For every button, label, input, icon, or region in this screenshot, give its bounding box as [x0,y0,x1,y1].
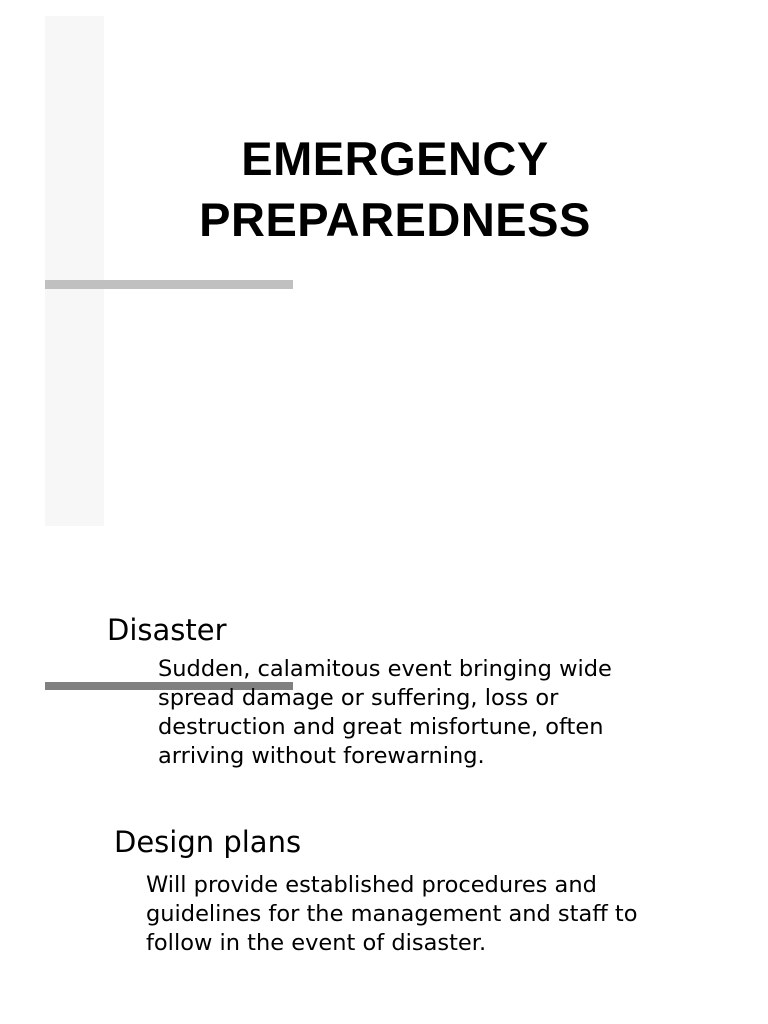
design-plans-heading: Design plans [114,825,302,859]
title-line-2: PREPAREDNESS [199,193,591,246]
disaster-definition: Sudden, calamitous event bringing wide spread damage or suffering, loss or destruction and great misfortune, often arriving without forewarning. [158,656,612,769]
side-strip-decoration [45,16,104,526]
design-plans-definition: Will provide established procedures and guidelines for the management and staff to follow in the event of disaster. [146,872,638,956]
title-divider [45,280,293,289]
disaster-heading: Disaster [107,613,227,647]
slide-title [0,128,768,250]
title-line-1: EMERGENCY [241,132,549,185]
